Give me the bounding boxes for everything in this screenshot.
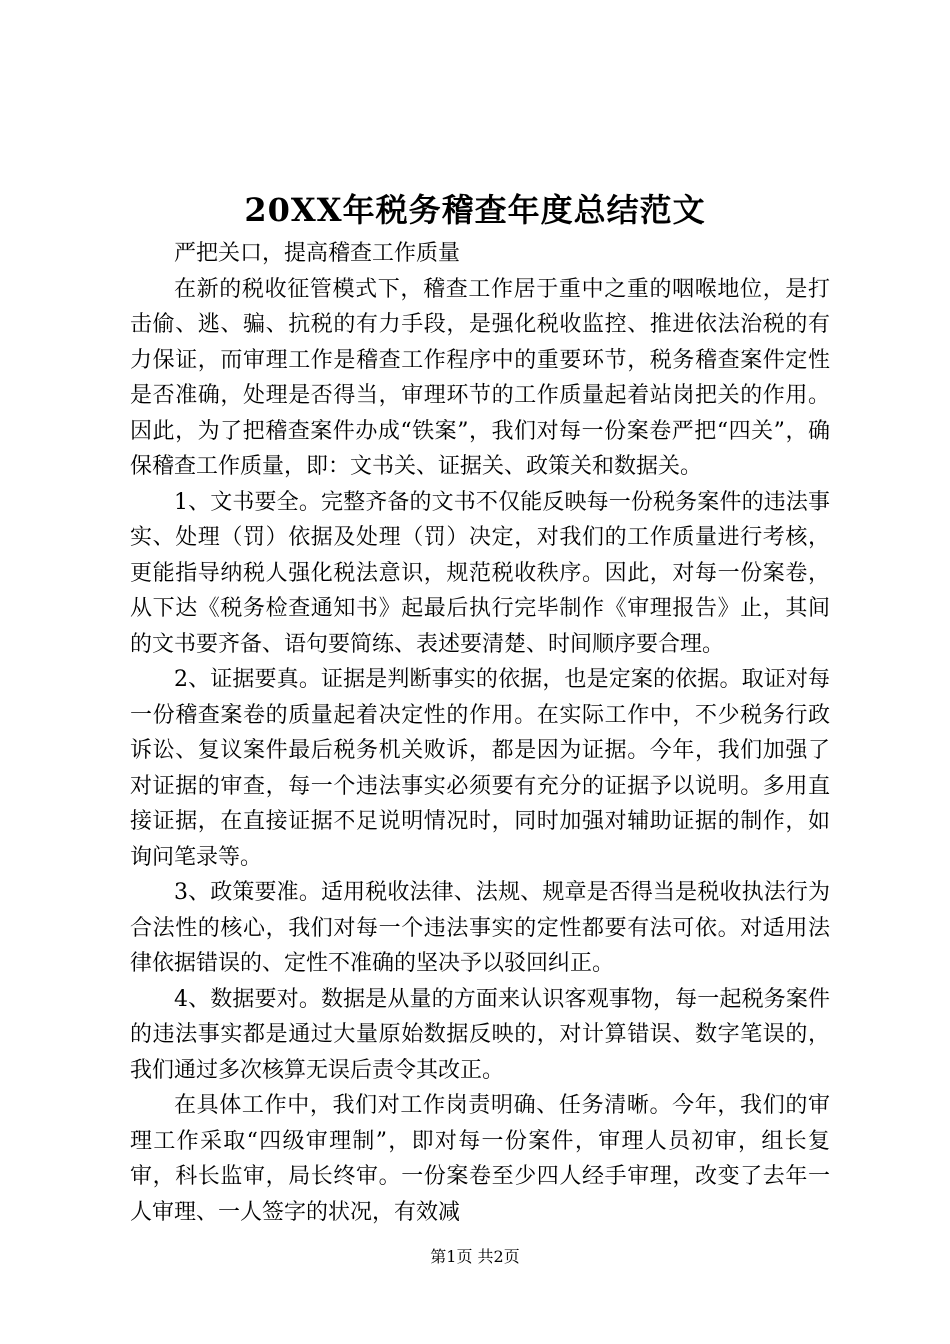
page-footer: 第1页 共2页	[430, 1247, 520, 1266]
paragraph-item-1: 1、文书要全。完整齐备的文书不仅能反映每一份税务案件的违法事实、处理（罚）依据及处理（罚）决定，对我们的工作质量进行考核，更能指导纳税人强化税法意识，规范税收秩序。因此，对每一份案卷，从下达《税务检查通知书》起最后执行完毕制作《审理报告》止，其间的文书要齐备、语句要简练、表述要清楚、时间顺序要合理。	[130, 489, 830, 657]
paragraph-item-3: 3、政策要准。适用税收法律、法规、规章是否得当是税收执法行为合法性的核心，我们对每一个违法事实的定性都要有法可依。对适用法律依据错误的、定性不准确的坚决予以驳回纠正。	[130, 880, 830, 976]
paragraph-item-2: 2、证据要真。证据是判断事实的依据，也是定案的依据。取证对每一份稽查案卷的质量起着决定性的作用。在实际工作中，不少税务行政诉讼、复议案件最后税务机关败诉，都是因为证据。今年，我们加强了对证据的审查，每一个违法事实必须要有充分的证据予以说明。多用直接证据，在直接证据不足说明情况时，同时加强对辅助证据的制作，如询问笔录等。	[130, 667, 830, 870]
paragraph-work-detail: 在具体工作中，我们对工作岗责明确、任务清晰。今年，我们的审理工作采取“四级审理制”，即对每一份案件，审理人员初审，组长复审，科长监审，局长终审。一份案卷至少四人经手审理，改变了去年一人审理、一人签字的状况，有效减	[130, 1093, 830, 1225]
paragraph-item-4: 4、数据要对。数据是从量的方面来认识客观事物，每一起税务案件的违法事实都是通过大量原始数据反映的，对计算错误、数字笔误的，我们通过多次核算无误后责令其改正。	[130, 986, 830, 1083]
section-heading: 严把关口，提高稽查工作质量	[174, 241, 461, 266]
document-body	[130, 236, 830, 1230]
paragraph-intro: 在新的税收征管模式下，稽查工作居于重中之重的咽喉地位，是打击偷、逃、骗、抗税的有力手段，是强化税收监控、推进依法治税的有力保证，而审理工作是稽查工作程序中的重要环节，税务稽查案件定性是否准确，处理是否得当，审理环节的工作质量起着站岗把关的作用。因此，为了把稽查案件办成“铁案”，我们对每一份案卷严把“四关”，确保稽查工作质量，即：文书关、证据关、政策关和数据关。	[130, 276, 830, 479]
document-title: 20XX年税务稽查年度总结范文	[244, 191, 706, 229]
